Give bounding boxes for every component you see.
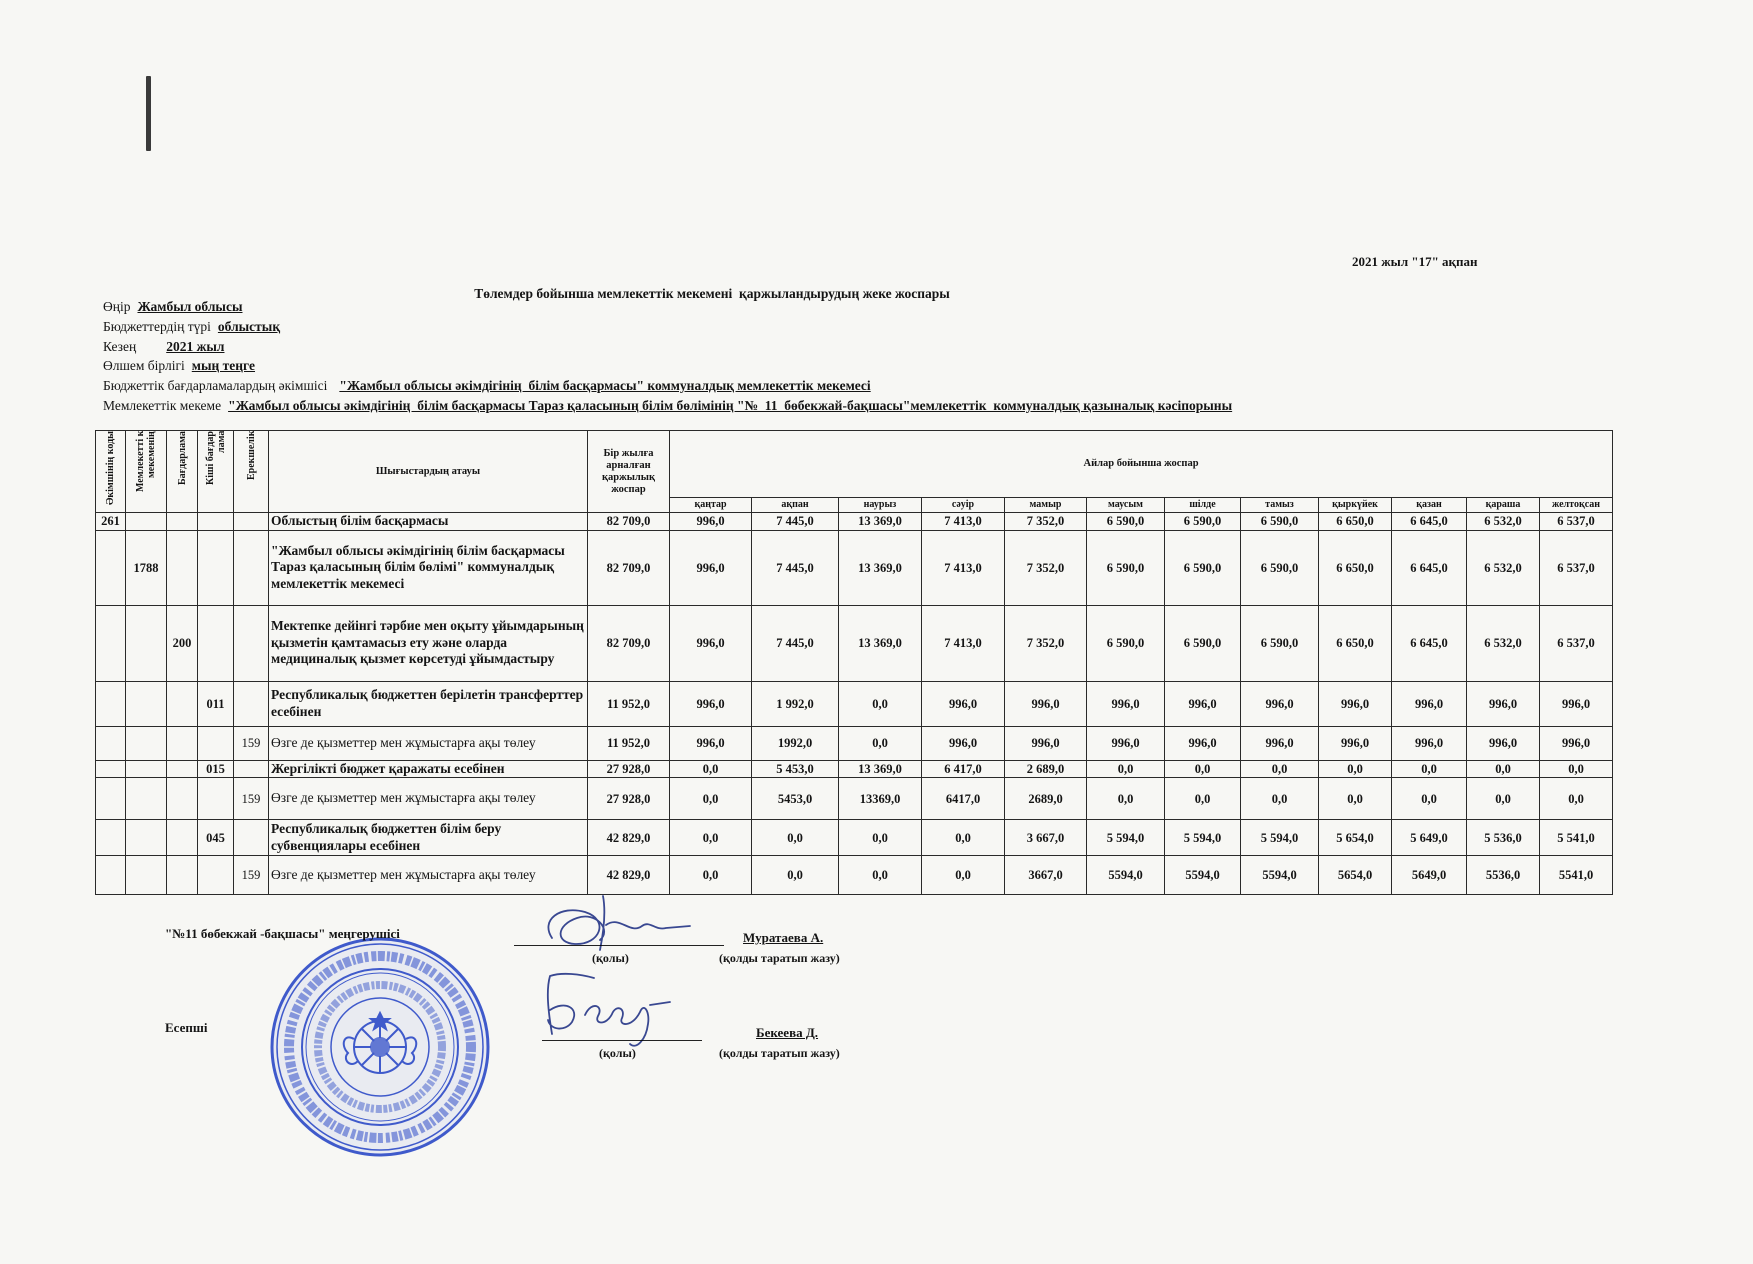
program-code-cell xyxy=(167,726,198,760)
monthly-plan-cell: 5453,0 xyxy=(752,778,839,820)
monthly-plan-cell: 0,0 xyxy=(1241,778,1319,820)
specific-code-cell xyxy=(234,530,269,605)
head-name-caption: (қолды таратып жазу) xyxy=(719,951,840,965)
monthly-plan-cell: 6 590,0 xyxy=(1165,530,1241,605)
monthly-plan-cell: 996,0 xyxy=(1005,726,1087,760)
subprogram-header xyxy=(198,431,234,513)
monthly-plan-cell: 5541,0 xyxy=(1540,856,1613,895)
annual-plan-cell: 42 829,0 xyxy=(588,856,670,895)
monthly-plan-cell: 0,0 xyxy=(922,856,1005,895)
monthly-plan-cell: 6 532,0 xyxy=(1467,530,1540,605)
table-row xyxy=(96,856,1613,895)
monthly-plan-cell: 6 645,0 xyxy=(1392,530,1467,605)
program-code-cell xyxy=(167,681,198,726)
specific-code-cell xyxy=(234,513,269,531)
program-code-cell xyxy=(167,778,198,820)
expense-name-cell: Облыстың білім басқармасы xyxy=(269,513,588,531)
monthly-plan-cell: 6 650,0 xyxy=(1319,530,1392,605)
program-code-cell: 200 xyxy=(167,605,198,681)
annual-plan-cell: 11 952,0 xyxy=(588,681,670,726)
monthly-plan-cell: 6 417,0 xyxy=(922,760,1005,778)
monthly-plan-cell: 5 654,0 xyxy=(1319,820,1392,856)
monthly-plan-cell: 996,0 xyxy=(1165,681,1241,726)
table-row xyxy=(96,513,1613,531)
month-header: желтоқсан xyxy=(1540,498,1613,513)
expense-name-cell: Өзге де қызметтер мен жұмыстарға ақы төлеу xyxy=(269,856,588,895)
institution-line xyxy=(103,396,1232,416)
specific-code-cell xyxy=(234,605,269,681)
month-header: наурыз xyxy=(839,498,922,513)
subprogram-code-cell xyxy=(198,605,234,681)
monthly-plan-cell: 13 369,0 xyxy=(839,760,922,778)
monthly-plan-cell: 996,0 xyxy=(1165,726,1241,760)
funding-plan-table xyxy=(95,430,1613,895)
monthly-plan-cell: 996,0 xyxy=(1087,681,1165,726)
annual-plan-cell: 82 709,0 xyxy=(588,513,670,531)
monthly-plan-cell: 0,0 xyxy=(839,856,922,895)
table-header xyxy=(96,431,1613,513)
monthly-plan-cell: 5 649,0 xyxy=(1392,820,1467,856)
monthly-plan-cell: 13 369,0 xyxy=(839,513,922,531)
institution-code-cell xyxy=(126,760,167,778)
specific-header xyxy=(234,431,269,513)
budget-type-label: Бюджеттердің түрі xyxy=(103,318,211,334)
institution-code-cell xyxy=(126,605,167,681)
monthly-plan-cell: 0,0 xyxy=(1467,760,1540,778)
unit-label: Өлшем бірлігі xyxy=(103,358,185,374)
table-row xyxy=(96,726,1613,760)
monthly-plan-cell: 6 537,0 xyxy=(1540,513,1613,531)
subprogram-code-cell xyxy=(198,513,234,531)
official-seal xyxy=(268,935,492,1159)
institution-code-cell: 1788 xyxy=(126,530,167,605)
admin-code-cell xyxy=(96,820,126,856)
monthly-plan-cell: 13369,0 xyxy=(839,778,922,820)
monthly-plan-cell: 6 590,0 xyxy=(1087,605,1165,681)
monthly-plan-cell: 2 689,0 xyxy=(1005,760,1087,778)
period-value: 2021 жыл xyxy=(166,338,225,354)
monthly-plan-cell: 6 650,0 xyxy=(1319,605,1392,681)
monthly-plan-cell: 996,0 xyxy=(670,726,752,760)
table-row xyxy=(96,820,1613,856)
subprogram-code-cell xyxy=(198,530,234,605)
program-administrator-line xyxy=(103,376,1232,396)
monthly-plan-cell: 5 594,0 xyxy=(1165,820,1241,856)
monthly-plan-cell: 996,0 xyxy=(1392,681,1467,726)
monthly-plan-cell: 5594,0 xyxy=(1165,856,1241,895)
institution-code-cell xyxy=(126,778,167,820)
monthly-plan-cell: 6 590,0 xyxy=(1087,513,1165,531)
monthly-plan-cell: 0,0 xyxy=(839,681,922,726)
monthly-plan-cell: 0,0 xyxy=(1392,778,1467,820)
monthly-plan-cell: 1 992,0 xyxy=(752,681,839,726)
monthly-plan-cell: 5594,0 xyxy=(1087,856,1165,895)
month-header: маусым xyxy=(1087,498,1165,513)
institution-code-cell xyxy=(126,681,167,726)
monthly-plan-cell: 7 413,0 xyxy=(922,530,1005,605)
monthly-plan-cell: 2689,0 xyxy=(1005,778,1087,820)
month-header: сәуір xyxy=(922,498,1005,513)
period-label: Кезең xyxy=(103,338,137,354)
accountant-signature-caption: (қолы) xyxy=(599,1046,636,1060)
monthly-plan-cell: 0,0 xyxy=(1241,760,1319,778)
specific-code-cell xyxy=(234,681,269,726)
subprogram-code-cell xyxy=(198,726,234,760)
month-header: тамыз xyxy=(1241,498,1319,513)
monthly-plan-cell: 0,0 xyxy=(670,820,752,856)
header-row xyxy=(96,431,1613,498)
monthly-plan-cell: 0,0 xyxy=(839,820,922,856)
institution-code-cell xyxy=(126,726,167,760)
subprogram-code-cell: 011 xyxy=(198,681,234,726)
monthly-plan-cell: 0,0 xyxy=(752,820,839,856)
institution-code-cell xyxy=(126,820,167,856)
program-code-cell xyxy=(167,856,198,895)
monthly-plan-cell: 6 537,0 xyxy=(1540,605,1613,681)
accountant-name-caption: (қолды таратып жазу) xyxy=(719,1046,840,1060)
program-code-cell xyxy=(167,513,198,531)
monthly-plan-cell: 996,0 xyxy=(1540,681,1613,726)
monthly-plan-cell: 5 594,0 xyxy=(1241,820,1319,856)
monthly-plan-cell: 0,0 xyxy=(1165,760,1241,778)
specific-code-cell: 159 xyxy=(234,778,269,820)
unit-value: мың теңге xyxy=(191,358,256,374)
document-details xyxy=(103,297,1232,416)
month-header: қаңтар xyxy=(670,498,752,513)
monthly-plan-cell: 0,0 xyxy=(670,778,752,820)
specific-code-cell: 159 xyxy=(234,856,269,895)
monthly-plan-cell: 996,0 xyxy=(670,681,752,726)
table-row xyxy=(96,681,1613,726)
subprogram-code-cell xyxy=(198,778,234,820)
table-body xyxy=(96,513,1613,895)
head-signature-scribble xyxy=(548,896,690,950)
expense-name-cell: Республикалық бюджеттен берілетін трансферттер есебінен xyxy=(269,681,588,726)
subprogram-header-label: Кіші бағдар лама xyxy=(204,431,227,485)
monthly-plan-cell: 0,0 xyxy=(1540,760,1613,778)
specific-header-label: Ерекшелік xyxy=(245,431,257,481)
institution-value: "Жамбыл облысы әкімдігінің білім басқармасы Тараз қаласының білім бөлімінің "№ 11 бөбекжай-бақшасы"мемлекеттік коммуналдық қазыналық кәсіпорыны xyxy=(228,397,1233,413)
expense-name-cell: Өзге де қызметтер мен жұмыстарға ақы төлеу xyxy=(269,778,588,820)
monthly-plan-cell: 996,0 xyxy=(670,513,752,531)
head-position: "№11 бөбекжай -бақшасы" меңгерушісі xyxy=(165,926,400,941)
accountant-signature-scribble xyxy=(548,974,670,1046)
admin-code-cell: 261 xyxy=(96,513,126,531)
monthly-plan-cell: 996,0 xyxy=(1319,681,1392,726)
annual-plan-cell: 11 952,0 xyxy=(588,726,670,760)
accountant-position: Есепші xyxy=(165,1020,208,1035)
expense-name-cell: Мектепке дейінгі тәрбие мен оқыту ұйымдарының қызметін қамтамасыз ету және оларда медициналық қызмет көрсетуді ұйымдастыру xyxy=(269,605,588,681)
admin-code-cell xyxy=(96,856,126,895)
region-line xyxy=(103,297,1232,317)
institution-header-label: Мемлекетті к мекеменің xyxy=(135,431,157,493)
monthly-plan-cell: 0,0 xyxy=(1165,778,1241,820)
admin-code-header-label: Әкімшінің коды xyxy=(105,431,116,505)
monthly-plan-cell: 5 536,0 xyxy=(1467,820,1540,856)
region-value: Жамбыл облысы xyxy=(137,299,243,314)
monthly-plan-cell: 996,0 xyxy=(922,681,1005,726)
subprogram-code-cell: 045 xyxy=(198,820,234,856)
annual-plan-cell: 27 928,0 xyxy=(588,760,670,778)
monthly-plan-cell: 0,0 xyxy=(1087,760,1165,778)
admin-code-header xyxy=(96,431,126,513)
admin-code-cell xyxy=(96,530,126,605)
monthly-plan-cell: 6 590,0 xyxy=(1165,605,1241,681)
admin-code-cell xyxy=(96,760,126,778)
table-row xyxy=(96,530,1613,605)
monthly-plan-cell: 996,0 xyxy=(1467,726,1540,760)
monthly-plan-cell: 996,0 xyxy=(1241,681,1319,726)
program-header-label: Бағдарлама xyxy=(176,431,188,485)
monthly-plan-cell: 13 369,0 xyxy=(839,530,922,605)
expense-name-cell: Өзге де қызметтер мен жұмыстарға ақы төлеу xyxy=(269,726,588,760)
monthly-plan-cell: 6 532,0 xyxy=(1467,605,1540,681)
expense-name-cell: "Жамбыл облысы әкімдігінің білім басқармасы Тараз қаласының білім бөлімі" коммуналдық мемлекеттік мекемесі xyxy=(269,530,588,605)
monthly-plan-cell: 7 445,0 xyxy=(752,605,839,681)
subprogram-code-cell xyxy=(198,856,234,895)
annual-plan-cell: 82 709,0 xyxy=(588,530,670,605)
monthly-plan-cell: 6 590,0 xyxy=(1241,513,1319,531)
monthly-plan-cell: 5649,0 xyxy=(1392,856,1467,895)
monthly-plan-cell: 996,0 xyxy=(1005,681,1087,726)
admin-code-cell xyxy=(96,726,126,760)
month-header: қараша xyxy=(1467,498,1540,513)
monthly-plan-cell: 0,0 xyxy=(1319,760,1392,778)
monthly-plan-cell: 996,0 xyxy=(1467,681,1540,726)
monthly-plan-cell: 0,0 xyxy=(1392,760,1467,778)
accountant-name: Бекеева Д. xyxy=(756,1025,819,1040)
monthly-plan-cell: 3667,0 xyxy=(1005,856,1087,895)
monthly-plan-cell: 7 413,0 xyxy=(922,605,1005,681)
monthly-plan-cell: 996,0 xyxy=(670,530,752,605)
monthly-plan-header: Айлар бойынша жоспар xyxy=(670,431,1613,498)
expense-name-cell: Жергілікті бюджет қаражаты есебінен xyxy=(269,760,588,778)
specific-code-cell: 159 xyxy=(234,726,269,760)
specific-code-cell xyxy=(234,820,269,856)
monthly-plan-cell: 6417,0 xyxy=(922,778,1005,820)
specific-code-cell xyxy=(234,760,269,778)
monthly-plan-cell: 996,0 xyxy=(1319,726,1392,760)
monthly-plan-cell: 5536,0 xyxy=(1467,856,1540,895)
monthly-plan-cell: 6 650,0 xyxy=(1319,513,1392,531)
monthly-plan-cell: 7 445,0 xyxy=(752,530,839,605)
table-row xyxy=(96,760,1613,778)
admin-code-cell xyxy=(96,681,126,726)
program-administrator-value: "Жамбыл облысы әкімдігінің білім басқармасы" коммуналдық мемлекеттік мекемесі xyxy=(339,378,871,394)
monthly-plan-cell: 996,0 xyxy=(922,726,1005,760)
monthly-plan-cell: 996,0 xyxy=(1241,726,1319,760)
accountant-signature-line xyxy=(542,1040,702,1041)
document-date: 2021 жыл "17" ақпан xyxy=(1352,254,1478,269)
table-row xyxy=(96,605,1613,681)
monthly-plan-cell: 5 594,0 xyxy=(1087,820,1165,856)
monthly-plan-cell: 996,0 xyxy=(1087,726,1165,760)
monthly-plan-cell: 0,0 xyxy=(1467,778,1540,820)
monthly-plan-cell: 7 352,0 xyxy=(1005,605,1087,681)
monthly-plan-cell: 0,0 xyxy=(1319,778,1392,820)
monthly-plan-cell: 0,0 xyxy=(752,856,839,895)
month-header: шілде xyxy=(1165,498,1241,513)
monthly-plan-cell: 7 413,0 xyxy=(922,513,1005,531)
monthly-plan-cell: 0,0 xyxy=(670,856,752,895)
monthly-plan-cell: 0,0 xyxy=(670,760,752,778)
head-name: Муратаева А. xyxy=(743,930,824,945)
institution-code-cell xyxy=(126,856,167,895)
budget-type-value: облыстық xyxy=(217,318,281,334)
expense-name-header: Шығыстардың атауы xyxy=(269,431,588,513)
monthly-plan-cell: 5 541,0 xyxy=(1540,820,1613,856)
monthly-plan-cell: 0,0 xyxy=(922,820,1005,856)
annual-plan-header: Бір жылға арналған қаржылық жоспар xyxy=(588,431,670,513)
month-header: қазан xyxy=(1392,498,1467,513)
annual-plan-cell: 27 928,0 xyxy=(588,778,670,820)
program-header xyxy=(167,431,198,513)
annual-plan-cell: 82 709,0 xyxy=(588,605,670,681)
monthly-plan-cell: 1992,0 xyxy=(752,726,839,760)
subprogram-code-cell: 015 xyxy=(198,760,234,778)
monthly-plan-cell: 0,0 xyxy=(1540,778,1613,820)
month-header: ақпан xyxy=(752,498,839,513)
unit-line xyxy=(103,356,1232,376)
institution-label: Мемлекеттік мекеме xyxy=(103,397,222,413)
institution-code-cell xyxy=(126,513,167,531)
monthly-plan-cell: 6 590,0 xyxy=(1241,605,1319,681)
monthly-plan-cell: 7 445,0 xyxy=(752,513,839,531)
month-header: мамыр xyxy=(1005,498,1087,513)
annual-plan-cell: 42 829,0 xyxy=(588,820,670,856)
period-line xyxy=(103,337,1232,357)
monthly-plan-cell: 6 532,0 xyxy=(1467,513,1540,531)
monthly-plan-cell: 7 352,0 xyxy=(1005,513,1087,531)
monthly-plan-cell: 0,0 xyxy=(839,726,922,760)
monthly-plan-cell: 0,0 xyxy=(1087,778,1165,820)
admin-code-cell xyxy=(96,605,126,681)
region-label: Өңір xyxy=(103,299,131,314)
monthly-plan-cell: 996,0 xyxy=(670,605,752,681)
monthly-plan-cell: 7 352,0 xyxy=(1005,530,1087,605)
monthly-plan-cell: 5654,0 xyxy=(1319,856,1392,895)
scan-mark xyxy=(146,76,151,151)
monthly-plan-cell: 6 590,0 xyxy=(1087,530,1165,605)
head-signature-caption: (қолы) xyxy=(592,951,629,965)
monthly-plan-cell: 5594,0 xyxy=(1241,856,1319,895)
program-code-cell xyxy=(167,820,198,856)
program-administrator-label: Бюджеттік бағдарламалардың әкімшісі xyxy=(103,378,328,394)
program-code-cell xyxy=(167,760,198,778)
monthly-plan-cell: 3 667,0 xyxy=(1005,820,1087,856)
program-code-cell xyxy=(167,530,198,605)
monthly-plan-cell: 6 590,0 xyxy=(1241,530,1319,605)
budget-type-line xyxy=(103,317,1232,337)
monthly-plan-cell: 6 645,0 xyxy=(1392,605,1467,681)
monthly-plan-cell: 5 453,0 xyxy=(752,760,839,778)
monthly-plan-cell: 6 645,0 xyxy=(1392,513,1467,531)
monthly-plan-cell: 996,0 xyxy=(1392,726,1467,760)
admin-code-cell xyxy=(96,778,126,820)
month-header: қыркүйек xyxy=(1319,498,1392,513)
monthly-plan-cell: 6 590,0 xyxy=(1165,513,1241,531)
table-row xyxy=(96,778,1613,820)
expense-name-cell: Республикалық бюджеттен білім беру субвенциялары есебінен xyxy=(269,820,588,856)
institution-header xyxy=(126,431,167,513)
monthly-plan-cell: 6 537,0 xyxy=(1540,530,1613,605)
monthly-plan-cell: 13 369,0 xyxy=(839,605,922,681)
monthly-plan-cell: 996,0 xyxy=(1540,726,1613,760)
document-title: Төлемдер бойынша мемлекеттік мекемені қаржыландырудың жеке жоспары xyxy=(474,286,950,301)
head-signature-line xyxy=(514,945,724,946)
